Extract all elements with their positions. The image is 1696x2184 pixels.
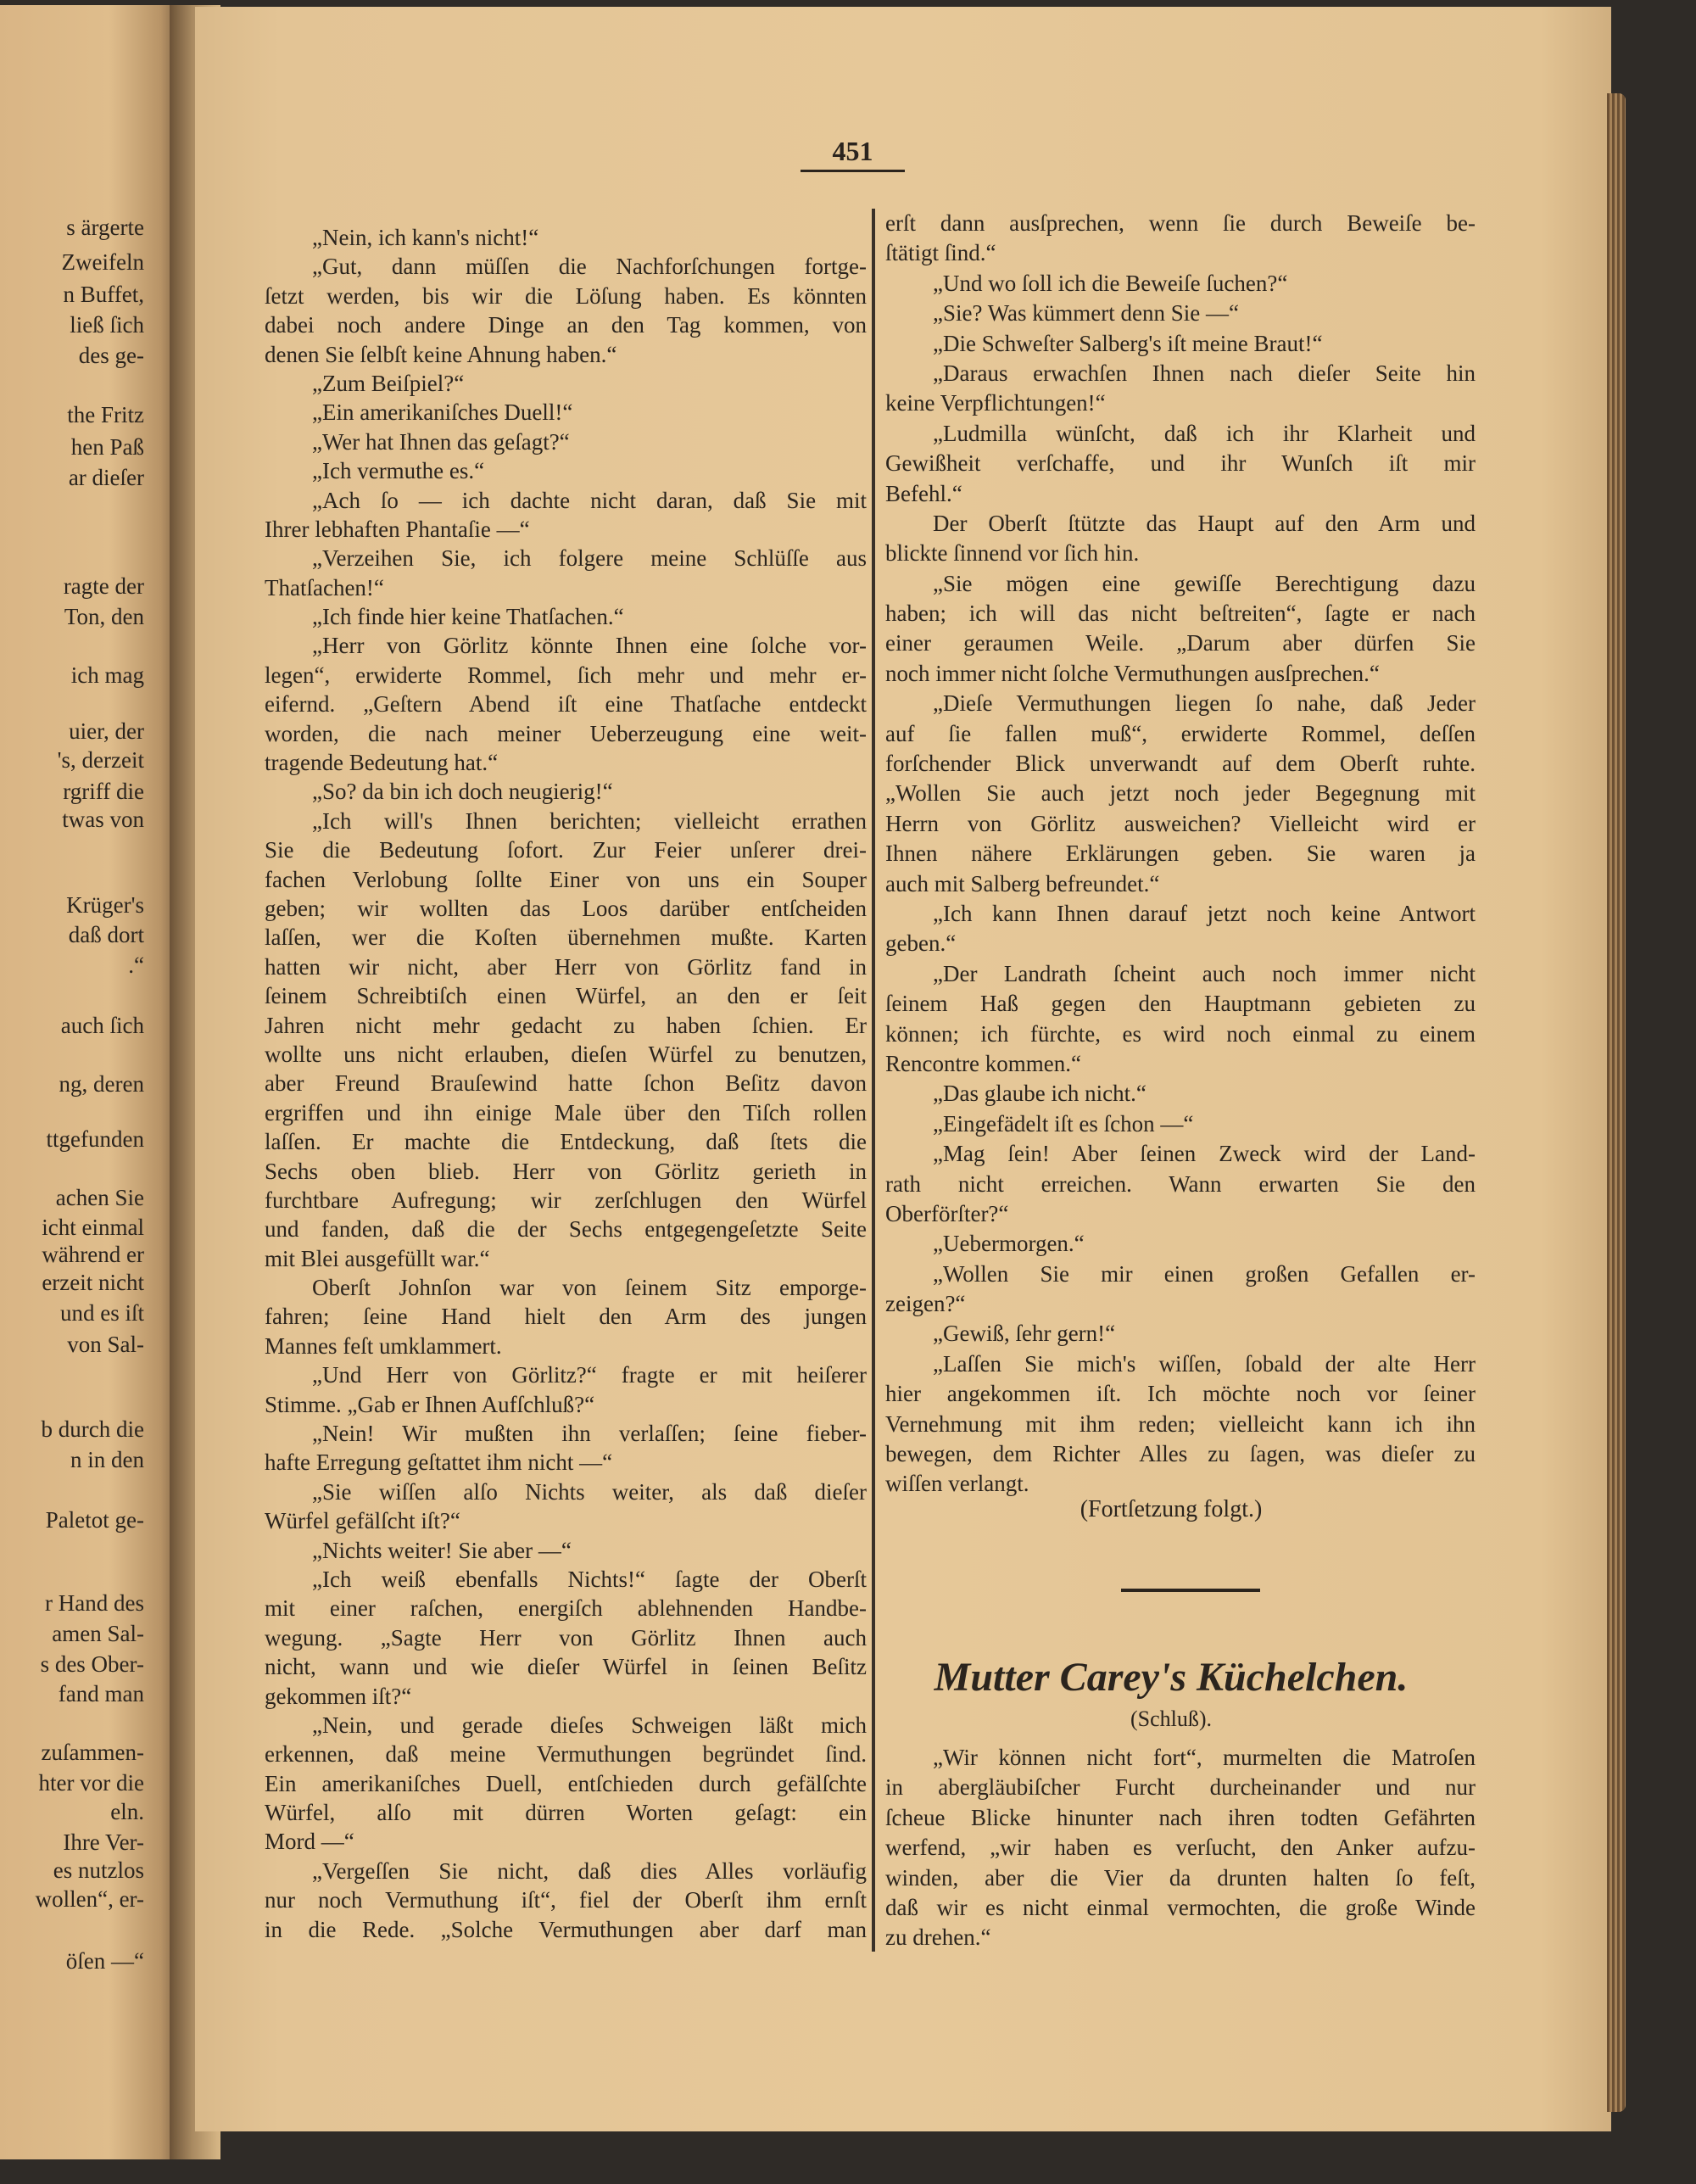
left-page-fragment: Ton, den xyxy=(64,604,144,629)
text-line: hatten wir nicht, aber Herr von Görlitz fand in xyxy=(265,953,867,980)
left-page-fragment: auch ſich xyxy=(60,1013,144,1038)
text-line: in die Rede. „Solche Vermuthungen aber darf man xyxy=(265,1916,867,1942)
text-line: aber Freund Brauſewind hatte ſchon Beſitz davon xyxy=(265,1070,867,1097)
text-line: „Zum Beiſpiel?“ xyxy=(312,370,465,396)
text-line: „Wollen Sie auch jetzt noch jeder Begegnung mit xyxy=(885,780,1476,807)
text-line: ſeinem Haß gegen den Hauptmann gebieten zu xyxy=(885,991,1476,1017)
paragraph xyxy=(885,419,1476,509)
text-line: Sie die Bedeutung ſofort. Zur Feier unſerer drei- xyxy=(265,837,867,863)
paragraph xyxy=(265,1477,867,1536)
text-line: Gewißheit verſchaffe, und ihr Wunſch iſt mir xyxy=(885,450,1476,477)
left-page-fragment: zuſammen- xyxy=(41,1740,144,1765)
paragraph xyxy=(885,899,1476,959)
paragraph xyxy=(885,509,1476,569)
text-line: Würfel gefälſcht iſt?“ xyxy=(265,1508,460,1534)
paragraph xyxy=(885,359,1476,419)
text-line: Der Oberſt ſtützte das Haupt auf den Arm und xyxy=(933,510,1476,536)
left-page-fragment: icht einmal xyxy=(42,1215,144,1240)
text-line: „Herr von Görlitz könnte Ihnen eine ſolche vor- xyxy=(312,633,867,659)
text-line: blickte ſinnend vor ſich hin. xyxy=(885,540,1140,567)
text-line: in abergläubiſcher Furcht durcheinander und nur xyxy=(885,1774,1476,1801)
left-page-fragment: hen Paß xyxy=(70,434,144,460)
text-line: „Und wo ſoll ich die Beweiſe ſuchen?“ xyxy=(933,270,1288,296)
text-line: worden, die nach meiner Ueberzeugung eine weit- xyxy=(265,720,867,746)
paragraph xyxy=(265,1536,867,1565)
text-line: „Mag ſein! Aber ſeinen Zweck wird der Land- xyxy=(933,1141,1476,1167)
left-page-fragment: ließ ſich xyxy=(70,312,144,338)
left-page-fragment: s ärgerte xyxy=(66,215,144,240)
left-page-fragment: the Fritz xyxy=(67,402,144,427)
text-line: mit einer raſchen, energiſch ablehnenden Handbe- xyxy=(265,1595,867,1622)
text-line: fachen Verlobung ſollte Einer von uns ein Souper xyxy=(265,866,867,892)
paragraph xyxy=(885,1260,1476,1320)
text-line: erkennen, daß meine Vermuthungen begründet ſind. xyxy=(265,1741,867,1768)
text-line: hafte Erregung geſtattet ihm nicht —“ xyxy=(265,1449,613,1476)
text-line: „Ein amerikaniſches Duell!“ xyxy=(312,399,573,426)
text-line: geben; wir wollten das Loos darüber entſcheiden xyxy=(265,895,867,921)
paragraph xyxy=(265,1273,867,1360)
left-page-fragment: r Hand des xyxy=(45,1590,144,1616)
paragraph xyxy=(885,299,1476,328)
paragraph xyxy=(885,1079,1476,1109)
left-page-fragment: n Buffet, xyxy=(63,282,144,307)
paragraph xyxy=(885,1319,1476,1349)
left-page-fragment: und es iſt xyxy=(60,1300,144,1326)
paragraph xyxy=(265,544,867,602)
text-line: nicht, wann und wie dieſer Würfel in ſeinen Beſitz xyxy=(265,1654,867,1680)
left-page-fragment: Krüger's xyxy=(66,892,144,918)
left-page-fragment: ich mag xyxy=(70,662,144,688)
text-line: „Nein, und gerade dieſes Schweigen läßt mich xyxy=(312,1712,867,1738)
text-line: „Die Schweſter Salberg's iſt meine Braut!“ xyxy=(933,330,1323,356)
text-line: „Ludmilla wünſcht, daß ich ihr Klarheit und xyxy=(933,420,1476,446)
text-line: Ein amerikaniſches Duell, entſchieden durch gefälſchte xyxy=(265,1770,867,1796)
text-line: „Uebermorgen.“ xyxy=(933,1231,1085,1257)
text-line: furchtbare Aufregung; wir zerſchlugen den Würfel xyxy=(265,1187,867,1213)
paragraph xyxy=(265,456,867,485)
story-subtitle: (Schluß). xyxy=(1130,1706,1213,1731)
section-divider xyxy=(1121,1589,1260,1592)
paragraph xyxy=(265,486,867,545)
text-line: Rencontre kommen.“ xyxy=(885,1050,1081,1076)
left-page-fragment: uier, der xyxy=(69,718,144,744)
text-line: Mord —“ xyxy=(265,1829,354,1855)
text-line: ſetzt werden, bis wir die Löſung haben. Es könnten xyxy=(265,282,867,309)
text-line: „Ich will's Ihnen berichten; vielleicht errathen xyxy=(312,807,867,834)
text-line: Jahren nicht mehr gedacht zu haben ſchien. Er xyxy=(265,1012,867,1038)
left-page-fragment: hter vor die xyxy=(38,1770,144,1796)
text-line: ſcheue Blicke hinunter nach ihren todten Gefährten xyxy=(885,1804,1476,1830)
text-line: zu drehen.“ xyxy=(885,1924,991,1951)
paragraph xyxy=(265,252,867,369)
text-line: „Gewiß, ſehr gern!“ xyxy=(933,1321,1116,1347)
text-line: haben; ich will das nicht beſtreiten“, ſagte er nach xyxy=(885,600,1476,627)
text-line: dabei noch andere Dinge an den Tag kommen, von xyxy=(265,312,867,338)
paragraph xyxy=(885,269,1476,299)
paragraph xyxy=(885,569,1476,690)
text-line: „Wer hat Ihnen das geſagt?“ xyxy=(312,428,570,455)
left-page-fragment: Zweifeln xyxy=(61,249,144,275)
text-line: nur noch Vermuthung iſt“, fiel der Oberſt ihm ernſt xyxy=(265,1887,867,1913)
paragraph xyxy=(265,1360,867,1419)
text-line: „Dieſe Vermuthungen liegen ſo nahe, daß Jeder xyxy=(933,690,1476,717)
paragraph xyxy=(265,807,867,1273)
text-line: „Ach ſo — ich dachte nicht daran, daß Sie mit xyxy=(312,487,867,513)
text-line: gekommen iſt?“ xyxy=(265,1683,412,1709)
text-line: erſt dann ausſprechen, wenn ſie durch Beweiſe be- xyxy=(885,210,1476,236)
text-line: Oberförſter?“ xyxy=(885,1200,1009,1226)
text-line: winden, aber die Vier da drunten halten ſo feſt, xyxy=(885,1864,1476,1891)
text-line: fahren; ſeine Hand hielt den Arm des jungen xyxy=(265,1304,867,1330)
text-line: können; ich fürchte, es wird noch einmal zu einem xyxy=(885,1020,1476,1047)
text-line: laſſen, wer die Koſten übernehmen mußte. Karten xyxy=(265,924,867,951)
paragraph xyxy=(265,223,867,252)
paragraph xyxy=(265,1711,867,1857)
paragraph xyxy=(265,777,867,806)
text-line: rath nicht erreichen. Wann erwarten Sie den xyxy=(885,1170,1476,1197)
paragraph xyxy=(885,959,1476,1080)
left-page-fragment: während er xyxy=(42,1242,144,1267)
text-line: „Verzeihen Sie, ich folgere meine Schlüſſe aus xyxy=(312,545,867,572)
paragraph xyxy=(265,398,867,427)
left-page-fragment: n in den xyxy=(70,1447,144,1472)
paragraph xyxy=(265,631,867,777)
text-line: „Der Landrath ſcheint auch noch immer nicht xyxy=(933,960,1476,986)
paragraph xyxy=(885,689,1476,899)
text-line: zeigen?“ xyxy=(885,1291,966,1317)
text-line: daß wir es nicht einmal vermochten, die große Winde xyxy=(885,1894,1476,1920)
text-line: „Das glaube ich nicht.“ xyxy=(933,1081,1146,1107)
text-line: „Eingefädelt iſt es ſchon —“ xyxy=(933,1110,1194,1137)
left-page-fragment: wollen“, er- xyxy=(35,1886,144,1912)
left-page-fragment: .“ xyxy=(128,952,144,978)
text-line: Vernehmung mit ihm reden; vielleicht kann ich ihn xyxy=(885,1410,1476,1437)
text-line: Ihrer lebhaften Phantaſie —“ xyxy=(265,516,530,542)
paragraph xyxy=(885,329,1476,359)
text-line: einer geraumen Weile. „Darum aber dürfen Sie xyxy=(885,630,1476,656)
page-number-underline xyxy=(801,170,905,172)
text-line: geben.“ xyxy=(885,930,957,957)
text-line: „Nein, ich kann's nicht!“ xyxy=(312,225,539,250)
left-page-fragment: des ge- xyxy=(78,343,144,368)
text-line: Thatſachen!“ xyxy=(265,574,384,600)
right-column xyxy=(885,209,1476,1500)
left-page-fragment: 's, derzeit xyxy=(57,747,144,773)
text-line: und fanden, daß die der Sechs entgegengeſetzte Seite xyxy=(265,1216,867,1243)
text-line: wegung. „Sagte Herr von Görlitz Ihnen auch xyxy=(265,1624,867,1651)
text-line: „Gut, dann müſſen die Nachforſchungen fortge- xyxy=(312,254,867,280)
text-line: werfend, „wir haben es verſucht, den Anker aufzu- xyxy=(885,1835,1476,1861)
text-line: Oberſt Johnſon war von ſeinem Sitz emporge- xyxy=(312,1275,867,1301)
text-line: forſchender Blick unverwandt auf dem Oberſt ruhte. xyxy=(885,751,1476,777)
text-line: laſſen. Er machte die Entdeckung, daß ſtets die xyxy=(265,1129,867,1155)
text-line: ergriffen und ihn einige Male über den Tiſch rollen xyxy=(265,1099,867,1126)
left-page-fragment: ttgefunden xyxy=(46,1126,144,1152)
paragraph xyxy=(885,1743,1476,1953)
left-page-fragment: von Sal- xyxy=(67,1332,144,1357)
left-page-fragment: ragte der xyxy=(63,573,144,599)
left-page-fragment: ng, deren xyxy=(59,1071,144,1097)
text-line: „Ich vermuthe es.“ xyxy=(312,458,485,484)
page-edges xyxy=(1607,93,1626,2112)
left-page-fragment: amen Sal- xyxy=(52,1621,144,1646)
text-line: Ihnen nähere Erklärungen geben. Sie waren ja xyxy=(885,841,1476,867)
text-line: keine Verpflichtungen!“ xyxy=(885,390,1106,416)
text-line: mit Blei ausgefüllt war.“ xyxy=(265,1245,490,1271)
text-line: Befehl.“ xyxy=(885,480,962,506)
left-page-fragment: daß dort xyxy=(68,922,144,947)
text-line: ſtätigt ſind.“ xyxy=(885,240,996,266)
paragraph xyxy=(885,1229,1476,1259)
text-line: „Sie wiſſen alſo Nichts weiter, als daß dieſer xyxy=(312,1478,867,1505)
paragraph xyxy=(885,209,1476,269)
story-title: Mutter Carey's Küchelchen. xyxy=(934,1655,1409,1700)
text-line: Herrn von Görlitz ausweichen? Vielleicht wird er xyxy=(885,810,1476,836)
text-line: „Wir können nicht fort“, murmelten die Matroſen xyxy=(933,1745,1476,1770)
left-page-fragment: b durch die xyxy=(41,1416,144,1442)
paragraph xyxy=(885,1109,1476,1139)
page-number: 451 xyxy=(832,136,873,166)
text-line: „Und Herr von Görlitz?“ fragte er mit heiſerer xyxy=(312,1362,867,1388)
text-line: „Laſſen Sie mich's wiſſen, ſobald der alte Herr xyxy=(933,1350,1476,1377)
paragraph xyxy=(265,1419,867,1477)
text-line: denen Sie ſelbſt keine Ahnung haben.“ xyxy=(265,341,617,367)
text-line: Sechs oben blieb. Herr von Görlitz gerieth in xyxy=(265,1158,867,1184)
left-page-fragment: achen Sie xyxy=(55,1185,144,1210)
paragraph xyxy=(885,1349,1476,1500)
text-line: Mannes feſt umklammert. xyxy=(265,1332,502,1359)
left-page-fragment: eln. xyxy=(110,1799,144,1824)
left-page-fragment: öſen —“ xyxy=(65,1948,144,1974)
left-page-fragment: Paletot ge- xyxy=(45,1507,144,1533)
text-line: wollte uns nicht erlauben, dieſen Würfel zu benutzen, xyxy=(265,1041,867,1067)
text-line: hier angekommen iſt. Ich möchte noch vor ſeiner xyxy=(885,1381,1476,1407)
text-line: „Vergeſſen Sie nicht, daß dies Alles vorläufig xyxy=(312,1857,867,1884)
text-line: „Ich weiß ebenfalls Nichts!“ ſagte der Oberſt xyxy=(312,1566,867,1592)
text-line: „Sie mögen eine gewiſſe Berechtigung dazu xyxy=(933,570,1476,596)
middle-column xyxy=(265,223,867,1944)
text-line: „Ich kann Ihnen darauf jetzt noch keine Antwort xyxy=(933,900,1476,926)
text-line: „Nein! Wir mußten ihn verlaſſen; ſeine fieber- xyxy=(312,1421,867,1447)
paragraph xyxy=(265,1565,867,1711)
left-page-fragment: ar dieſer xyxy=(68,465,144,490)
text-line: noch immer nicht ſolche Vermuthungen ausſprechen.“ xyxy=(885,660,1380,686)
continuation-note: (Fortſetzung folgt.) xyxy=(1080,1496,1263,1522)
text-line: ſeinem Schreibtiſch einen Würfel, an den er ſeit xyxy=(265,983,867,1009)
left-page-fragment: s des Ober- xyxy=(40,1651,144,1677)
story-text xyxy=(885,1743,1476,1953)
text-line: Stimme. „Gab er Ihnen Aufſchluß?“ xyxy=(265,1391,595,1417)
left-page-fragment: rgriff die xyxy=(63,779,144,804)
paragraph xyxy=(265,427,867,456)
left-page-fragment: Ihre Ver- xyxy=(63,1829,144,1855)
text-line: „Daraus erwachſen Ihnen nach dieſer Seite hin xyxy=(933,360,1476,386)
text-line: wiſſen verlangt. xyxy=(885,1471,1029,1497)
text-line: legen“, erwiderte Rommel, ſich mehr und mehr er- xyxy=(265,662,867,688)
text-line: Würfel, alſo mit dürren Worten geſagt: ein xyxy=(265,1800,867,1826)
paragraph xyxy=(885,1139,1476,1229)
text-line: auch mit Salberg befreundet.“ xyxy=(885,870,1160,897)
left-page-fragment: twas von xyxy=(62,807,144,832)
text-line: „So? da bin ich doch neugierig!“ xyxy=(312,779,613,805)
text-line: „Sie? Was kümmert denn Sie —“ xyxy=(933,300,1239,327)
text-line: auf ſie fallen muß“, erwiderte Rommel, deſſen xyxy=(885,720,1476,746)
text-line: eifernd. „Geſtern Abend iſt eine Thatſache entdeckt xyxy=(265,691,867,718)
left-page-fragment: es nutzlos xyxy=(53,1857,144,1883)
text-line: „Ich finde hier keine Thatſachen.“ xyxy=(312,604,624,630)
text-line: „Wollen Sie mir einen großen Gefallen er- xyxy=(933,1260,1476,1287)
paragraph xyxy=(265,1857,867,1944)
text-line: tragende Bedeutung hat.“ xyxy=(265,750,499,776)
paragraph xyxy=(265,369,867,398)
text-line: „Nichts weiter! Sie aber —“ xyxy=(312,1537,572,1563)
left-page-fragment: fand man xyxy=(58,1681,144,1706)
left-page-fragment: erzeit nicht xyxy=(42,1270,144,1295)
paragraph xyxy=(265,602,867,631)
text-line: bewegen, dem Richter Alles zu ſagen, was dieſer zu xyxy=(885,1441,1476,1467)
